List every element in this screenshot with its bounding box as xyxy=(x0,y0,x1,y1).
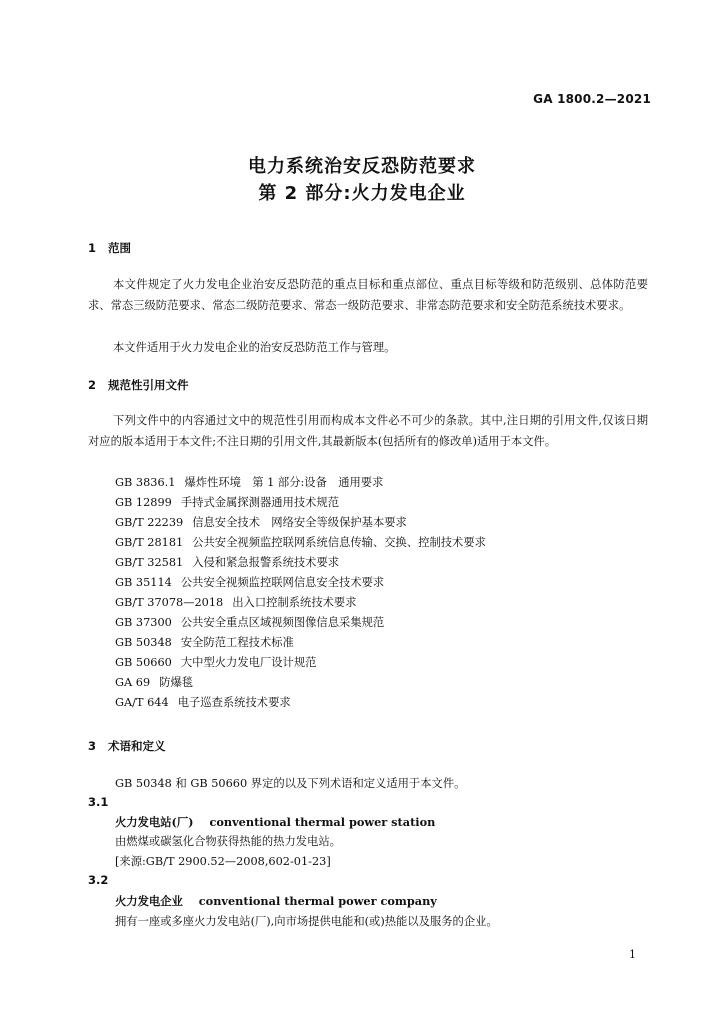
reference-title: 手持式金属探测器通用技术规范 xyxy=(180,496,340,509)
reference-item xyxy=(115,595,357,610)
section-2-heading xyxy=(88,377,189,393)
section-title: 规范性引用文件 xyxy=(108,378,189,392)
reference-item xyxy=(115,535,486,550)
term-english: conventional thermal power company xyxy=(198,894,437,908)
reference-code: GA/T 644 xyxy=(115,696,169,709)
section-title: 术语和定义 xyxy=(108,739,166,753)
page-number: 1 xyxy=(629,948,636,961)
reference-title: 安全防范工程技术标准 xyxy=(180,636,294,649)
document-title: 电力系统治安反恐防范要求 xyxy=(248,156,476,177)
reference-code: GB 50660 xyxy=(115,656,172,669)
document-subtitle: 第 2 部分:火力发电企业 xyxy=(258,183,466,204)
reference-item xyxy=(115,675,193,690)
term-heading xyxy=(115,893,437,909)
reference-code: GA 69 xyxy=(115,676,151,689)
reference-title: 入侵和紧急报警系统技术要求 xyxy=(192,556,340,569)
reference-item xyxy=(115,635,294,650)
term-chinese: 火力发电站(厂) xyxy=(115,815,194,829)
term-heading xyxy=(115,814,435,830)
reference-item xyxy=(115,495,339,510)
reference-item xyxy=(115,615,384,630)
reference-code: GB 3836.1 xyxy=(115,476,176,489)
section-number: 3 xyxy=(88,739,97,753)
reference-item xyxy=(115,655,316,670)
section-1-heading xyxy=(88,240,131,256)
reference-code: GB/T 22239 xyxy=(115,516,184,529)
term-definition: 由燃煤或碳氢化合物获得热能的热力发电站。 xyxy=(115,835,341,848)
reference-item xyxy=(115,515,407,530)
reference-title: 大中型火力发电厂设计规范 xyxy=(180,656,317,669)
section-3-intro: GB 50348 和 GB 50660 界定的以及下列术语和定义适用于本文件。 xyxy=(115,777,466,790)
term-number: 3.1 xyxy=(88,795,109,809)
section-1-paragraph-1: 本文件规定了火力发电企业治安反恐防范的重点目标和重点部位、重点目标等级和防范级别、总体防范要求、常态三级防范要求、常态二级防范要求、常态一级防范要求、非常态防范要求和安全防范系统技术要求。 xyxy=(88,278,648,312)
reference-item xyxy=(115,695,291,710)
reference-title: 公共安全重点区域视频图像信息采集规范 xyxy=(180,616,385,629)
section-number: 2 xyxy=(88,378,97,392)
reference-code: GB 12899 xyxy=(115,496,172,509)
reference-code: GB 35114 xyxy=(115,576,172,589)
term-chinese: 火力发电企业 xyxy=(115,894,183,908)
reference-code: GB 50348 xyxy=(115,636,172,649)
reference-title: 电子巡查系统技术要求 xyxy=(177,696,291,709)
reference-code: GB 37300 xyxy=(115,616,172,629)
section-title: 范围 xyxy=(108,241,131,255)
reference-title: 公共安全视频监控联网信息安全技术要求 xyxy=(180,576,385,589)
reference-item xyxy=(115,475,383,490)
reference-title: 公共安全视频监控联网系统信息传输、交换、控制技术要求 xyxy=(192,536,486,549)
reference-item xyxy=(115,575,384,590)
reference-code: GB/T 28181 xyxy=(115,536,184,549)
reference-code: GB/T 32581 xyxy=(115,556,184,569)
reference-title: 爆炸性环境 第 1 部分:设备 通用要求 xyxy=(184,476,384,489)
reference-title: 信息安全技术 网络安全等级保护基本要求 xyxy=(192,516,407,529)
term-source: [来源:GB/T 2900.52—2008,602-01-23] xyxy=(115,855,331,868)
section-2-intro: 下列文件中的内容通过文中的规范性引用而构成本文件必不可少的条款。其中,注日期的引用文件,仅该日期对应的版本适用于本文件;不注日期的引用文件,其最新版本(包括所有的修改单)适用于本文件。 xyxy=(88,414,648,448)
term-definition: 拥有一座或多座火力发电站(厂),向市场提供电能和(或)热能以及服务的企业。 xyxy=(115,915,498,928)
term-number: 3.2 xyxy=(88,873,109,887)
section-number: 1 xyxy=(88,241,97,255)
reference-title: 出入口控制系统技术要求 xyxy=(232,596,357,609)
term-english: conventional thermal power station xyxy=(209,815,436,829)
standard-code: GA 1800.2—2021 xyxy=(533,92,651,106)
section-1-paragraph-2: 本文件适用于火力发电企业的治安反恐防范工作与管理。 xyxy=(113,341,396,354)
reference-code: GB/T 37078—2018 xyxy=(115,596,224,609)
reference-title: 防爆毯 xyxy=(159,676,194,689)
reference-item xyxy=(115,555,339,570)
section-3-heading xyxy=(88,738,166,754)
